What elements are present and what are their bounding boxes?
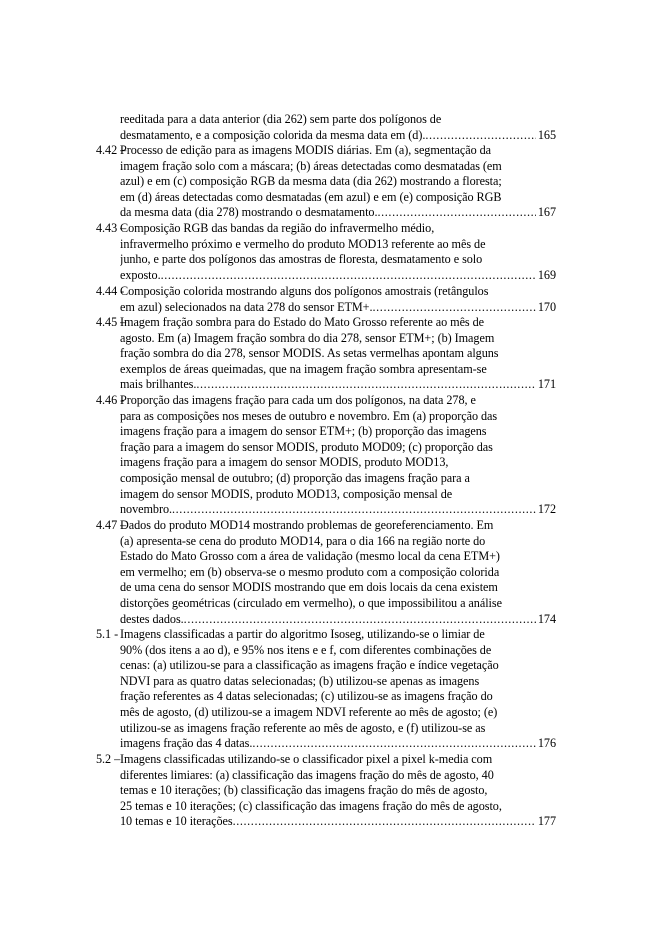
dot-leader (233, 814, 536, 830)
caption-line: exemplos de áreas queimadas, que na imagem fração sombra apresentam-se (120, 361, 487, 376)
figure-number: 5.1 - (96, 627, 119, 641)
caption-line: 90% (dos itens a ao d), e 95% nos itens e e f, com diferentes combinações de (120, 642, 492, 657)
caption-line (120, 612, 556, 628)
caption-line: NDVI para as quatro datas selecionadas; (b) utilizou-se apenas as imagens (120, 673, 480, 688)
caption-line: imagem fração solo com a máscara; (b) áreas detectadas como desmatadas (em (120, 158, 502, 173)
caption-text: novembro. (120, 502, 173, 517)
page-number[interactable]: 169 (537, 267, 556, 282)
caption-line: fração sombra do dia 278, sensor MODIS. As setas vermelhas apontam alguns (120, 346, 499, 361)
caption-line: Composição colorida mostrando alguns dos polígonos amostrais (retângulos (120, 284, 489, 298)
figure-entry[interactable] (96, 112, 556, 143)
page-number[interactable]: 176 (537, 736, 556, 751)
figure-number: 4.45 – (96, 315, 127, 329)
caption-line: imagens fração para a imagem do sensor MODIS, produto MOD13, (120, 455, 449, 470)
caption-line (120, 128, 556, 144)
caption-text: 10 temas e 10 iterações (120, 814, 233, 829)
caption-line: infravermelho próximo e vermelho do produto MOD13 referente ao mês de (120, 236, 486, 251)
figure-entry[interactable] (96, 752, 556, 830)
dot-leader (161, 268, 536, 284)
caption-line: fração referentes as 4 datas selecionadas; (c) utilizou-se as imagens fração do (120, 689, 493, 704)
figure-entry[interactable] (96, 221, 556, 283)
page-number[interactable]: 172 (537, 502, 556, 517)
caption-line: em (d) áreas detectadas como desmatadas (em azul) e em (e) composição RGB (120, 189, 502, 204)
figure-entry[interactable] (96, 518, 556, 627)
page-number[interactable]: 167 (537, 205, 556, 220)
caption-line: utilizou-se as imagens fração referente ao mês de agosto, e (f) utilizou-se as (120, 720, 486, 735)
caption-line: de uma cena do sensor MODIS mostrando que em dois locais da cena existem (120, 580, 498, 595)
caption-line: em vermelho; em (b) observa-se o mesmo produto com a composição colorida (120, 564, 500, 579)
caption-line (120, 502, 556, 518)
caption-line: temas e 10 iterações; (b) classificação das imagens fração do mês de agosto, (120, 783, 488, 798)
figure-number: 4.43 – (96, 221, 127, 235)
dot-leader (172, 502, 536, 518)
caption-line: Imagens classificadas a partir do algoritmo Isoseg, utilizando-se o limiar de (120, 627, 485, 641)
figure-number: 4.46 - (96, 393, 125, 407)
caption-line: diferentes limiares: (a) classificação das imagens fração do mês de agosto, 40 (120, 767, 494, 782)
caption-line (120, 300, 556, 316)
caption-line: Estado do Mato Grosso com a área de validação (mesmo local da cena ETM+) (120, 549, 500, 564)
caption-line (120, 205, 556, 221)
caption-text: em azul) selecionados na data 278 do sensor ETM+. (120, 299, 373, 314)
caption-line (120, 814, 556, 830)
figure-number: 4.44 - (96, 284, 125, 298)
caption-text: da mesma data (dia 278) mostrando o desmatamento. (120, 205, 378, 220)
caption-line: distorções geométricas (circulado em vermelho), o que impossibilitou a análise (120, 595, 502, 610)
caption-line: para as composições nos meses de outubro e novembro. Em (a) proporção das (120, 408, 498, 423)
dot-leader (377, 205, 535, 221)
caption-line: imagem do sensor MODIS, produto MOD13, composição mensal de (120, 486, 453, 501)
caption-line: Processo de edição para as imagens MODIS diárias. Em (a), segmentação da (120, 143, 492, 157)
caption-line: junho, e parte dos polígonos das amostras de floresta, desmatamento e solo (120, 252, 483, 267)
caption-line: azul) e em (c) composição RGB da mesma data (dia 262) mostrando a floresta; (120, 174, 502, 189)
figure-number: 4.42 – (96, 143, 127, 157)
dot-leader (184, 612, 536, 628)
caption-line: Proporção das imagens fração para cada um dos polígonos, na data 278, e (120, 393, 476, 407)
figure-entry[interactable] (96, 627, 556, 752)
dot-leader (252, 736, 536, 752)
dot-leader (425, 128, 536, 144)
caption-text: mais brilhantes. (120, 377, 197, 392)
dot-leader (373, 300, 536, 316)
caption-text: exposto. (120, 267, 161, 282)
figure-number: 5.2 – (96, 752, 121, 766)
page-number[interactable]: 174 (537, 611, 556, 626)
figure-number: 4.47 – (96, 518, 127, 532)
caption-line: cenas: (a) utilizou-se para a classificação as imagens fração e índice vegetação (120, 658, 499, 673)
figure-entry[interactable] (96, 393, 556, 518)
caption-line: imagens fração para a imagem do sensor ETM+; (b) proporção das imagens (120, 424, 487, 439)
caption-text: destes dados. (120, 611, 184, 626)
caption-line: (a) apresenta-se cena do produto MOD14, para o dia 166 na região norte do (120, 533, 486, 548)
caption-line: 25 temas e 10 iterações; (c) classificação das imagens fração do mês de agosto, (120, 798, 502, 813)
caption-line (120, 268, 556, 284)
page-number[interactable]: 165 (537, 127, 556, 142)
page-number[interactable]: 171 (537, 377, 556, 392)
caption-line: reeditada para a data anterior (dia 262) sem parte dos polígonos de (120, 112, 442, 126)
caption-line: Imagem fração sombra para do Estado do Mato Grosso referente ao mês de (120, 315, 485, 329)
caption-line: Dados do produto MOD14 mostrando problemas de georeferenciamento. Em (120, 518, 494, 532)
figure-entry[interactable] (96, 284, 556, 315)
dot-leader (196, 377, 535, 393)
page-number[interactable]: 177 (537, 814, 556, 829)
caption-line: mês de agosto, (d) utilizou-se a imagem NDVI referente ao mês de agosto; (e) (120, 704, 498, 719)
caption-line: fração para a imagem do sensor MODIS, produto MOD09; (c) proporção das (120, 439, 493, 454)
page-number[interactable]: 170 (537, 299, 556, 314)
caption-line: Composição RGB das bandas da região do infravermelho médio, (120, 221, 435, 235)
caption-line: Imagens classificadas utilizando-se o classificador pixel a pixel k-media com (120, 752, 493, 766)
figure-entry[interactable] (96, 315, 556, 393)
figure-entry[interactable] (96, 143, 556, 221)
caption-line: agosto. Em (a) Imagem fração sombra do dia 278, sensor ETM+; (b) Imagem (120, 330, 495, 345)
caption-line (120, 377, 556, 393)
caption-line: composição mensal de outubro; (d) proporção das imagens fração para a (120, 470, 470, 485)
caption-line (120, 736, 556, 752)
caption-text: imagens fração das 4 datas. (120, 736, 253, 751)
caption-text: desmatamento, e a composição colorida da mesma data em (d). (120, 127, 426, 142)
